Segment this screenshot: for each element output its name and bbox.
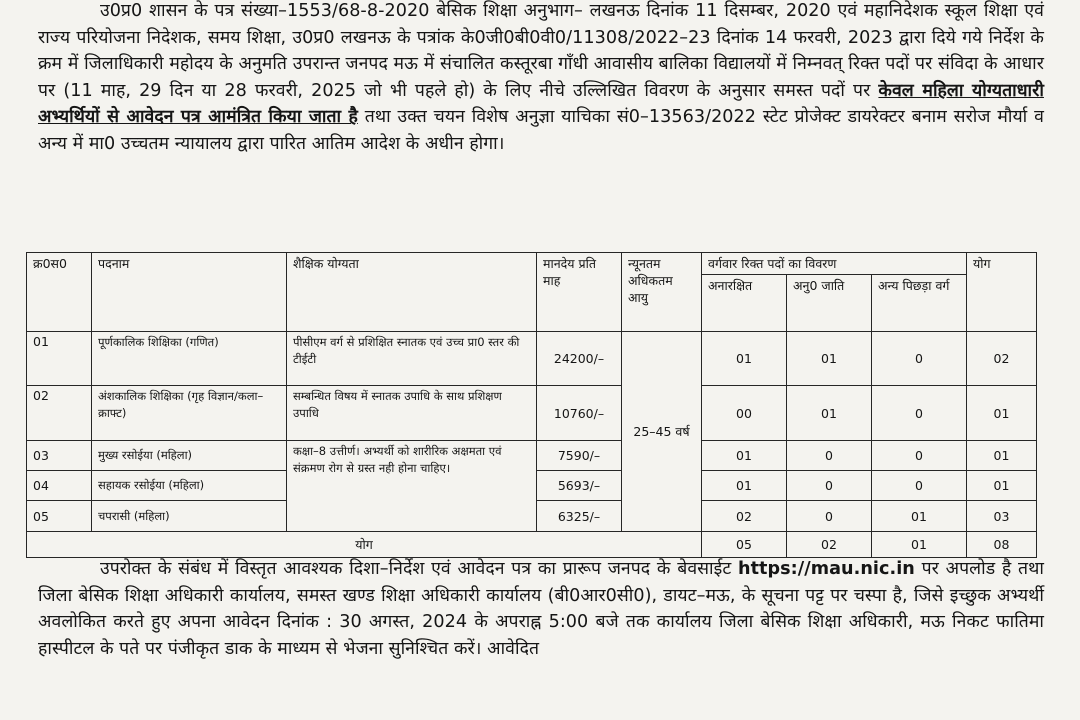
row-salary: 7590/– [537, 440, 622, 470]
row-salary: 5693/– [537, 471, 622, 501]
total-sc: 02 [787, 531, 872, 557]
intro-text-part2: तथा उक्त चयन विशेष अनुज्ञा याचिका सं0–13563/2022 स्टेट प्रोजेक्ट डायरेक्टर बनाम सरोज मौर्या व अन्य में मा0 उच्चतम न्यायालय द्वारा पारित आतिम आदेश के अधीन होगा। [38, 107, 1044, 154]
row-post: चपरासी (महिला) [92, 501, 287, 531]
header-sc: अनु0 जाति [787, 275, 872, 332]
row-serial: 05 [27, 501, 92, 531]
row-unreserved: 00 [702, 386, 787, 441]
row-qualification: सम्बन्धित विषय में स्नातक उपाधि के साथ प्रशिक्षण उपाधि [287, 386, 537, 441]
intro-paragraph [38, 0, 1044, 158]
row-sc: 01 [787, 386, 872, 441]
row-sc: 0 [787, 501, 872, 531]
total-obc: 01 [872, 531, 967, 557]
row-sc: 0 [787, 440, 872, 470]
intro-text-part1: उ0प्र0 शासन के पत्र संख्या–1553/68-8-2020 बेसिक शिक्षा अनुभाग– लखनऊ दिनांक 11 दिसम्बर, 2020 एवं महानिदेशक स्कूल शिक्षा एवं राज्य परियोजना निदेशक, समय शिक्षा, उ0प्र0 लखनऊ के पत्रांक के0जी0बी0वी0/11308/2022–23 दिनांक 14 फरवरी, 2023 द्वारा दिये गये निर्देश के क्रम में जिलाधिकारी महोदय के अनुमति उपरान्त जनपद मऊ में संचालित कस्तूरबा गाँधी आवासीय बालिका विद्यालयों में निम्नवत् रिक्त पदों पर संविदा के आधार पर (11 माह, 29 दिन या 28 फरवरी, 2025 जो भी पहले हो) के लिए नीचे उल्लिखित विवरण के अनुसार समस्त पदों पर [38, 1, 1045, 101]
header-qualification: शैक्षिक योग्यता [287, 253, 537, 332]
row-total: 01 [967, 440, 1037, 470]
row-salary: 10760/– [537, 386, 622, 441]
header-vacancy-group: वर्गवार रिक्त पदों का विवरण [702, 253, 967, 275]
row-total: 01 [967, 471, 1037, 501]
header-total: योग [967, 253, 1037, 332]
row-total: 03 [967, 501, 1037, 531]
row-unreserved: 01 [702, 471, 787, 501]
header-unreserved: अनारक्षित [702, 275, 787, 332]
row-sc: 0 [787, 471, 872, 501]
row-serial: 03 [27, 440, 92, 470]
row-total: 02 [967, 331, 1037, 386]
table-total-row [27, 531, 1037, 557]
row-total: 01 [967, 386, 1037, 441]
header-serial: क्र0स0 [27, 253, 92, 332]
row-salary: 24200/– [537, 331, 622, 386]
header-post: पदनाम [92, 253, 287, 332]
row-serial: 02 [27, 386, 92, 441]
row-obc: 0 [872, 440, 967, 470]
vacancy-table [26, 252, 1037, 558]
header-obc: अन्य पिछड़ा वर्ग [872, 275, 967, 332]
total-total: 08 [967, 531, 1037, 557]
header-age: न्यूनतम अधिकतम आयु [622, 253, 702, 332]
row-obc: 0 [872, 471, 967, 501]
table-header-row [27, 253, 1037, 275]
row-unreserved: 02 [702, 501, 787, 531]
shared-qualification: कक्षा–8 उत्तीर्ण। अभ्यर्थी को शारीरिक अक्षमता एवं संक्रमण रोग से ग्रस्त नही होना चाहिए। [287, 440, 537, 531]
row-serial: 04 [27, 471, 92, 501]
row-post: मुख्य रसोईया (महिला) [92, 440, 287, 470]
row-obc: 0 [872, 386, 967, 441]
closing-text-part1: उपरोक्त के संबंध में विस्तृत आवश्यक दिशा–निर्देश एवं आवेदन पत्र का प्रारूप जनपद के बेवसाईट [100, 559, 732, 579]
table-row [27, 331, 1037, 386]
row-sc: 01 [787, 331, 872, 386]
closing-paragraph [38, 556, 1044, 662]
row-obc: 0 [872, 331, 967, 386]
row-obc: 01 [872, 501, 967, 531]
row-serial: 01 [27, 331, 92, 386]
row-post: पूर्णकालिक शिक्षिका (गणित) [92, 331, 287, 386]
closing-text-part2: पर अपलोड है तथा जिला बेसिक शिक्षा अधिकारी कार्यालय, समस्त खण्ड शिक्षा अधिकारी कार्यालय (बी0आर0सी0), डायट–मऊ, के सूचना पट्ट पर चस्पा है, जिसे इच्छुक अभ्यर्थी अवलोकित करते हुए अपना आवेदन दिनांक : 30 अगस्त, 2024 के अपराह्न 5:00 बजे तक कार्यालय जिला बेसिक शिक्षा अधिकारी, मऊ निकट फातिमा हास्पीटल के पते पर पंजीकृत डाक के माध्यम से भेजना सुनिश्चित करें। आवेदित [38, 559, 1044, 659]
row-qualification: पीसीएम वर्ग से प्रशिक्षित स्नातक एवं उच्च प्रा0 स्तर की टीईटी [287, 331, 537, 386]
total-unreserved: 05 [702, 531, 787, 557]
total-label: योग [27, 531, 702, 557]
row-unreserved: 01 [702, 331, 787, 386]
header-salary: मानदेय प्रति माह [537, 253, 622, 332]
row-post: अंशकालिक शिक्षिका (गृह विज्ञान/कला–क्राफ्ट) [92, 386, 287, 441]
row-unreserved: 01 [702, 440, 787, 470]
table-row [27, 386, 1037, 441]
age-range: 25–45 वर्ष [622, 331, 702, 531]
row-post: सहायक रसोईया (महिला) [92, 471, 287, 501]
row-salary: 6325/– [537, 501, 622, 531]
website-link[interactable]: https://mau.nic.in [738, 559, 915, 579]
intro-underlined-text: केवल महिला योग्यताधारी अभ्यर्थियों से आवेदन पत्र आमंत्रित किया जाता है [38, 80, 1044, 128]
table-row [27, 440, 1037, 470]
